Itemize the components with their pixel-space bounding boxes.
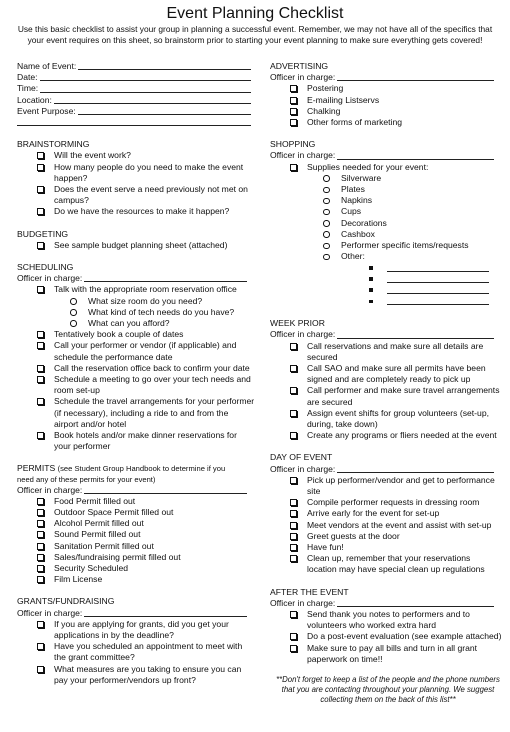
officer-label: Officer in charge: [270, 150, 336, 161]
checklist-item[interactable] [290, 643, 502, 665]
checkbox-icon[interactable] [37, 554, 44, 561]
sub-item-text: Other: [341, 251, 365, 262]
permits-section [17, 463, 255, 585]
square-bullet-icon [369, 288, 373, 292]
sub-item-text: Performer specific items/requests [341, 240, 469, 251]
fill-line[interactable] [84, 273, 247, 282]
circle-bullet-icon [323, 175, 330, 182]
fill-line[interactable] [337, 598, 494, 607]
item-text: Outdoor Space Permit filled out [54, 506, 174, 517]
checkbox-icon[interactable] [290, 544, 297, 551]
checkbox-icon[interactable] [290, 85, 297, 92]
event-purpose-line-2[interactable] [17, 117, 255, 128]
checklist-item[interactable] [290, 106, 502, 117]
officer-in-charge-field[interactable] [270, 598, 502, 609]
item-text: How many people do you need to make the event happen? [54, 161, 244, 183]
other-supply-line[interactable] [369, 274, 502, 285]
checklist-item[interactable] [290, 162, 502, 308]
other-supply-line[interactable] [369, 262, 502, 273]
checkbox-icon[interactable] [290, 164, 297, 171]
checklist-item[interactable] [290, 542, 502, 553]
item-text: Food Permit filled out [54, 495, 136, 506]
checklist-item[interactable] [37, 496, 255, 507]
checklist-item[interactable] [37, 206, 255, 217]
sub-item[interactable] [70, 307, 255, 318]
checkbox-icon[interactable] [37, 498, 44, 505]
checkbox-icon[interactable] [290, 555, 297, 562]
item-text: Alcohol Permit filled out [54, 518, 144, 529]
officer-in-charge-field[interactable] [270, 150, 502, 161]
checklist-item[interactable] [37, 552, 255, 563]
checkbox-icon[interactable] [290, 108, 297, 115]
item-text: Clean up, remember that your reservations location may have special clean up regulations [307, 553, 485, 575]
checklist-item[interactable] [37, 641, 255, 663]
checkbox-icon[interactable] [290, 522, 297, 529]
checklist-item[interactable] [37, 363, 255, 374]
checklist-item[interactable] [37, 541, 255, 552]
sub-item-text: Cashbox [341, 228, 375, 239]
item-text: Film License [54, 574, 103, 585]
item-text: Pick up performer/vendor and get to performance site [307, 474, 495, 496]
item-text: Call reservations and make sure all details are secured [307, 340, 484, 362]
sub-item[interactable] [323, 195, 502, 206]
officer-in-charge-field[interactable] [17, 485, 255, 496]
permits-note-continued: need any of these permits for your event) [17, 474, 156, 484]
checklist-item[interactable] [37, 430, 255, 452]
week-prior-section [270, 318, 502, 441]
brainstorming-section [17, 139, 255, 217]
checkbox-icon[interactable] [37, 398, 44, 405]
item-text: Arrive early for the event for set-up [307, 508, 440, 519]
checkbox-icon[interactable] [37, 509, 44, 516]
sub-item[interactable] [70, 296, 255, 307]
left-column [17, 61, 255, 686]
page-title: Event Planning Checklist [166, 5, 344, 22]
section-heading: SCHEDULING [17, 261, 74, 272]
event-info-fields [17, 61, 255, 128]
advertising-section [270, 61, 502, 128]
checklist-item[interactable] [37, 563, 255, 574]
circle-bullet-icon [323, 254, 330, 261]
fill-line[interactable] [337, 464, 494, 473]
checklist-item[interactable] [37, 619, 255, 641]
checkbox-icon[interactable] [37, 186, 44, 193]
checkbox-icon[interactable] [37, 242, 44, 249]
checklist-item[interactable] [290, 83, 502, 94]
item-text: E-mailing Listservs [307, 94, 380, 105]
item-text: Sound Permit filled out [54, 529, 141, 540]
budgeting-section [17, 229, 255, 251]
checkbox-icon[interactable] [290, 510, 297, 517]
section-heading: DAY OF EVENT [270, 452, 333, 463]
checkbox-icon[interactable] [37, 576, 44, 583]
checkbox-icon[interactable] [290, 410, 297, 417]
intro-text: Use this basic checklist to assist your group in planning a successful event. Remember, we may not have all of the specifics that your event requires on this sheet, so brainstorm prior to starting your event planning to make sure everything gets covered! [17, 24, 493, 45]
date-field[interactable] [17, 72, 255, 83]
item-text: If you are applying for grants, did you get your applications in by the deadline? [54, 618, 229, 640]
checkbox-icon[interactable] [37, 286, 44, 293]
item-text: Supplies needed for your event: [307, 161, 429, 172]
circle-bullet-icon [70, 298, 77, 305]
item-text: Sales/fundraising permit filled out [54, 551, 181, 562]
item-text: Tentatively book a couple of dates [54, 329, 184, 340]
checkbox-icon[interactable] [37, 152, 44, 159]
checkbox-icon[interactable] [37, 565, 44, 572]
circle-bullet-icon [323, 198, 330, 205]
checkbox-icon[interactable] [290, 533, 297, 540]
fill-line[interactable] [387, 274, 489, 283]
checklist-item[interactable] [290, 475, 502, 497]
circle-bullet-icon [323, 187, 330, 194]
item-text: Chalking [307, 105, 341, 116]
section-heading: PERMITS [17, 463, 56, 474]
square-bullet-icon [369, 277, 373, 281]
officer-in-charge-field[interactable] [270, 72, 502, 83]
field-label: Event Purpose: [17, 105, 76, 116]
checklist-item[interactable] [37, 162, 255, 184]
item-text: Call the reservation office back to confirm your date [54, 362, 250, 373]
checklist-item[interactable] [37, 374, 255, 396]
item-text: Schedule a meeting to go over your tech needs and room set-up [54, 373, 251, 396]
scheduling-section [17, 262, 255, 452]
officer-label: Officer in charge: [270, 329, 336, 340]
circle-bullet-icon [323, 220, 330, 227]
item-text: Schedule the travel arrangements for your performer (if necessary), including a ride to and from the airport and/or hotel [54, 396, 255, 429]
item-text: Greet guests at the door [307, 530, 400, 541]
item-text: Call SAO and make sure all permits have been signed and are completely ready to pick up [307, 362, 486, 385]
fill-line[interactable] [387, 296, 489, 305]
square-bullet-icon [369, 300, 373, 304]
item-text: What measures are you taking to ensure you can pay your performer/vendors up front? [54, 663, 242, 685]
fill-line[interactable] [54, 95, 251, 104]
item-text: Security Scheduled [54, 563, 129, 573]
sub-item-text: Decorations [341, 217, 387, 228]
sub-item[interactable] [323, 206, 502, 217]
checkbox-icon[interactable] [37, 666, 44, 673]
field-label: Time: [17, 83, 39, 94]
officer-label: Officer in charge: [17, 273, 83, 284]
checkbox-icon[interactable] [37, 520, 44, 527]
item-text: Call performer and make sure travel arrangements are secured [307, 385, 500, 407]
checklist-item[interactable] [37, 664, 255, 686]
checkbox-icon[interactable] [37, 531, 44, 538]
item-text: Does the event serve a need previously not met on campus? [54, 183, 248, 206]
checkbox-icon[interactable] [37, 164, 44, 171]
fill-line[interactable] [337, 330, 494, 339]
sub-item[interactable] [323, 240, 502, 251]
item-text: Do we have the resources to make it happen? [54, 206, 230, 217]
item-text: Have fun! [307, 542, 344, 552]
checklist-item[interactable] [290, 408, 502, 430]
fill-line[interactable] [17, 117, 251, 126]
shopping-section [270, 139, 502, 307]
checklist-item[interactable] [290, 117, 502, 128]
item-text: Book hotels and/or make dinner reservations for your performer [54, 429, 237, 452]
event-name-field[interactable] [17, 61, 255, 72]
sub-item[interactable] [323, 251, 502, 307]
sub-item[interactable] [70, 318, 255, 329]
section-heading: WEEK PRIOR [270, 318, 325, 329]
checkbox-icon[interactable] [37, 342, 44, 349]
item-text: Other forms of marketing [307, 117, 403, 127]
checkbox-icon[interactable] [37, 376, 44, 383]
checklist-item[interactable] [290, 631, 502, 642]
checklist-item[interactable] [290, 363, 502, 385]
section-heading: GRANTS/FUNDRAISING [17, 596, 115, 607]
sub-item[interactable] [323, 173, 502, 184]
permits-heading-row [17, 463, 255, 474]
checkbox-icon[interactable] [290, 611, 297, 618]
item-text: Do a post-event evaluation (see example attached) [307, 631, 502, 642]
fill-line[interactable] [40, 72, 251, 81]
item-text: See sample budget planning sheet (attached) [54, 239, 228, 250]
checklist-item[interactable] [37, 284, 255, 329]
checklist-item[interactable] [37, 240, 255, 251]
sub-item-text: Silverware [341, 172, 382, 183]
checkbox-icon[interactable] [290, 432, 297, 439]
checkbox-icon[interactable] [290, 499, 297, 506]
item-text: Postering [307, 83, 344, 94]
item-text: Sanitation Permit filled out [54, 540, 154, 551]
item-text: Compile performer requests in dressing room [307, 497, 480, 508]
checkbox-icon[interactable] [37, 643, 44, 650]
section-heading: BRAINSTORMING [17, 139, 90, 150]
checklist-item[interactable] [290, 385, 502, 407]
checkbox-icon[interactable] [37, 365, 44, 372]
checklist-item[interactable] [37, 574, 255, 585]
circle-bullet-icon [323, 209, 330, 216]
item-text: Talk with the appropriate room reservation office [54, 284, 237, 295]
circle-bullet-icon [70, 320, 77, 327]
officer-label: Officer in charge: [270, 597, 336, 608]
field-label: Date: [17, 72, 38, 83]
fill-line[interactable] [40, 84, 251, 93]
officer-label: Officer in charge: [270, 72, 336, 83]
checklist-item[interactable] [37, 340, 255, 362]
item-text: Send thank you notes to performers and to volunteers who worked extra hard [307, 609, 470, 631]
other-supply-line[interactable] [369, 285, 502, 296]
officer-in-charge-field[interactable] [270, 329, 502, 340]
checklist-item[interactable] [290, 508, 502, 519]
sub-item-text: What kind of tech needs do you have? [88, 306, 235, 317]
checklist-item[interactable] [37, 529, 255, 540]
checkbox-icon[interactable] [290, 387, 297, 394]
fill-line[interactable] [387, 285, 489, 294]
time-field[interactable] [17, 83, 255, 94]
footnote: **Don't forget to keep a list of the people and the phone numbers that you are contacting throughout your planning. We suggest collecting them on the back of this list** [276, 675, 500, 705]
checklist-item[interactable] [37, 184, 255, 206]
sub-item-text: What size room do you need? [88, 295, 203, 306]
officer-in-charge-field[interactable] [270, 464, 502, 475]
checkbox-icon[interactable] [37, 432, 44, 439]
officer-label: Officer in charge: [17, 607, 83, 618]
checkbox-icon[interactable] [37, 208, 44, 215]
checklist-item[interactable] [290, 609, 502, 631]
fill-line[interactable] [84, 485, 247, 494]
item-text: Call your performer or vendor (if applicable) and schedule the performance date [54, 340, 237, 362]
checkbox-icon[interactable] [37, 331, 44, 338]
fill-line[interactable] [84, 608, 247, 617]
circle-bullet-icon [323, 231, 330, 238]
other-supply-line[interactable] [369, 296, 502, 307]
checklist-item[interactable] [290, 341, 502, 363]
checklist-item[interactable] [37, 329, 255, 340]
checkbox-icon[interactable] [290, 633, 297, 640]
checklist-item[interactable] [37, 150, 255, 161]
grants-section [17, 596, 255, 686]
fill-line[interactable] [387, 263, 489, 272]
item-text: Make sure to pay all bills and turn in all grant paperwork on time!! [307, 642, 478, 664]
checkbox-icon[interactable] [290, 119, 297, 126]
fill-line[interactable] [78, 106, 251, 115]
checklist-item[interactable] [37, 518, 255, 529]
section-heading: BUDGETING [17, 228, 69, 239]
checkbox-icon[interactable] [290, 343, 297, 350]
square-bullet-icon [369, 266, 373, 270]
checklist-item[interactable] [37, 396, 255, 430]
after-event-section [270, 587, 502, 665]
field-label: Location: [17, 94, 52, 105]
checkbox-icon[interactable] [290, 645, 297, 652]
sub-item-text: Napkins [341, 195, 373, 206]
checkbox-icon[interactable] [290, 97, 297, 104]
sub-item[interactable] [323, 184, 502, 195]
officer-label: Officer in charge: [17, 484, 83, 495]
item-text: Will the event work? [54, 150, 131, 161]
permits-note: (see Student Group Handbook to determine if you [57, 464, 226, 474]
checklist-item[interactable] [37, 507, 255, 518]
checklist-item[interactable] [290, 553, 502, 575]
section-heading: AFTER THE EVENT [270, 586, 349, 597]
section-heading: ADVERTISING [270, 61, 329, 71]
fill-line[interactable] [337, 151, 494, 160]
checkbox-icon[interactable] [290, 365, 297, 372]
sub-item[interactable] [323, 229, 502, 240]
checklist-item[interactable] [290, 531, 502, 542]
checkbox-icon[interactable] [37, 543, 44, 550]
circle-bullet-icon [323, 243, 330, 250]
sub-item-text: What can you afford? [88, 317, 170, 328]
officer-in-charge-field[interactable] [17, 273, 255, 284]
day-of-event-section [270, 452, 502, 575]
item-text: Create any programs or fliers needed at the event [307, 430, 497, 441]
checklist-item[interactable] [290, 497, 502, 508]
fill-line[interactable] [78, 61, 251, 70]
item-text: Assign event shifts for group volunteers (set-up, during, take down) [307, 407, 489, 429]
checkbox-icon[interactable] [37, 621, 44, 628]
field-label: Name of Event: [17, 60, 77, 71]
event-purpose-field[interactable] [17, 106, 255, 117]
circle-bullet-icon [70, 309, 77, 316]
fill-line[interactable] [337, 72, 494, 81]
officer-in-charge-field[interactable] [17, 608, 255, 619]
location-field[interactable] [17, 95, 255, 106]
sub-item-text: Cups [341, 206, 362, 217]
right-column [270, 61, 502, 705]
section-heading: SHOPPING [270, 139, 316, 150]
sub-item-text: Plates [341, 184, 365, 194]
item-text: Have you scheduled an appointment to meet with the grant committee? [54, 641, 243, 663]
checkbox-icon[interactable] [290, 477, 297, 484]
checklist-item[interactable] [290, 430, 502, 441]
item-text: Meet vendors at the event and assist with set-up [307, 519, 492, 530]
sub-item[interactable] [323, 218, 502, 229]
officer-label: Officer in charge: [270, 463, 336, 474]
checklist-item[interactable] [290, 95, 502, 106]
checklist-item[interactable] [290, 520, 502, 531]
